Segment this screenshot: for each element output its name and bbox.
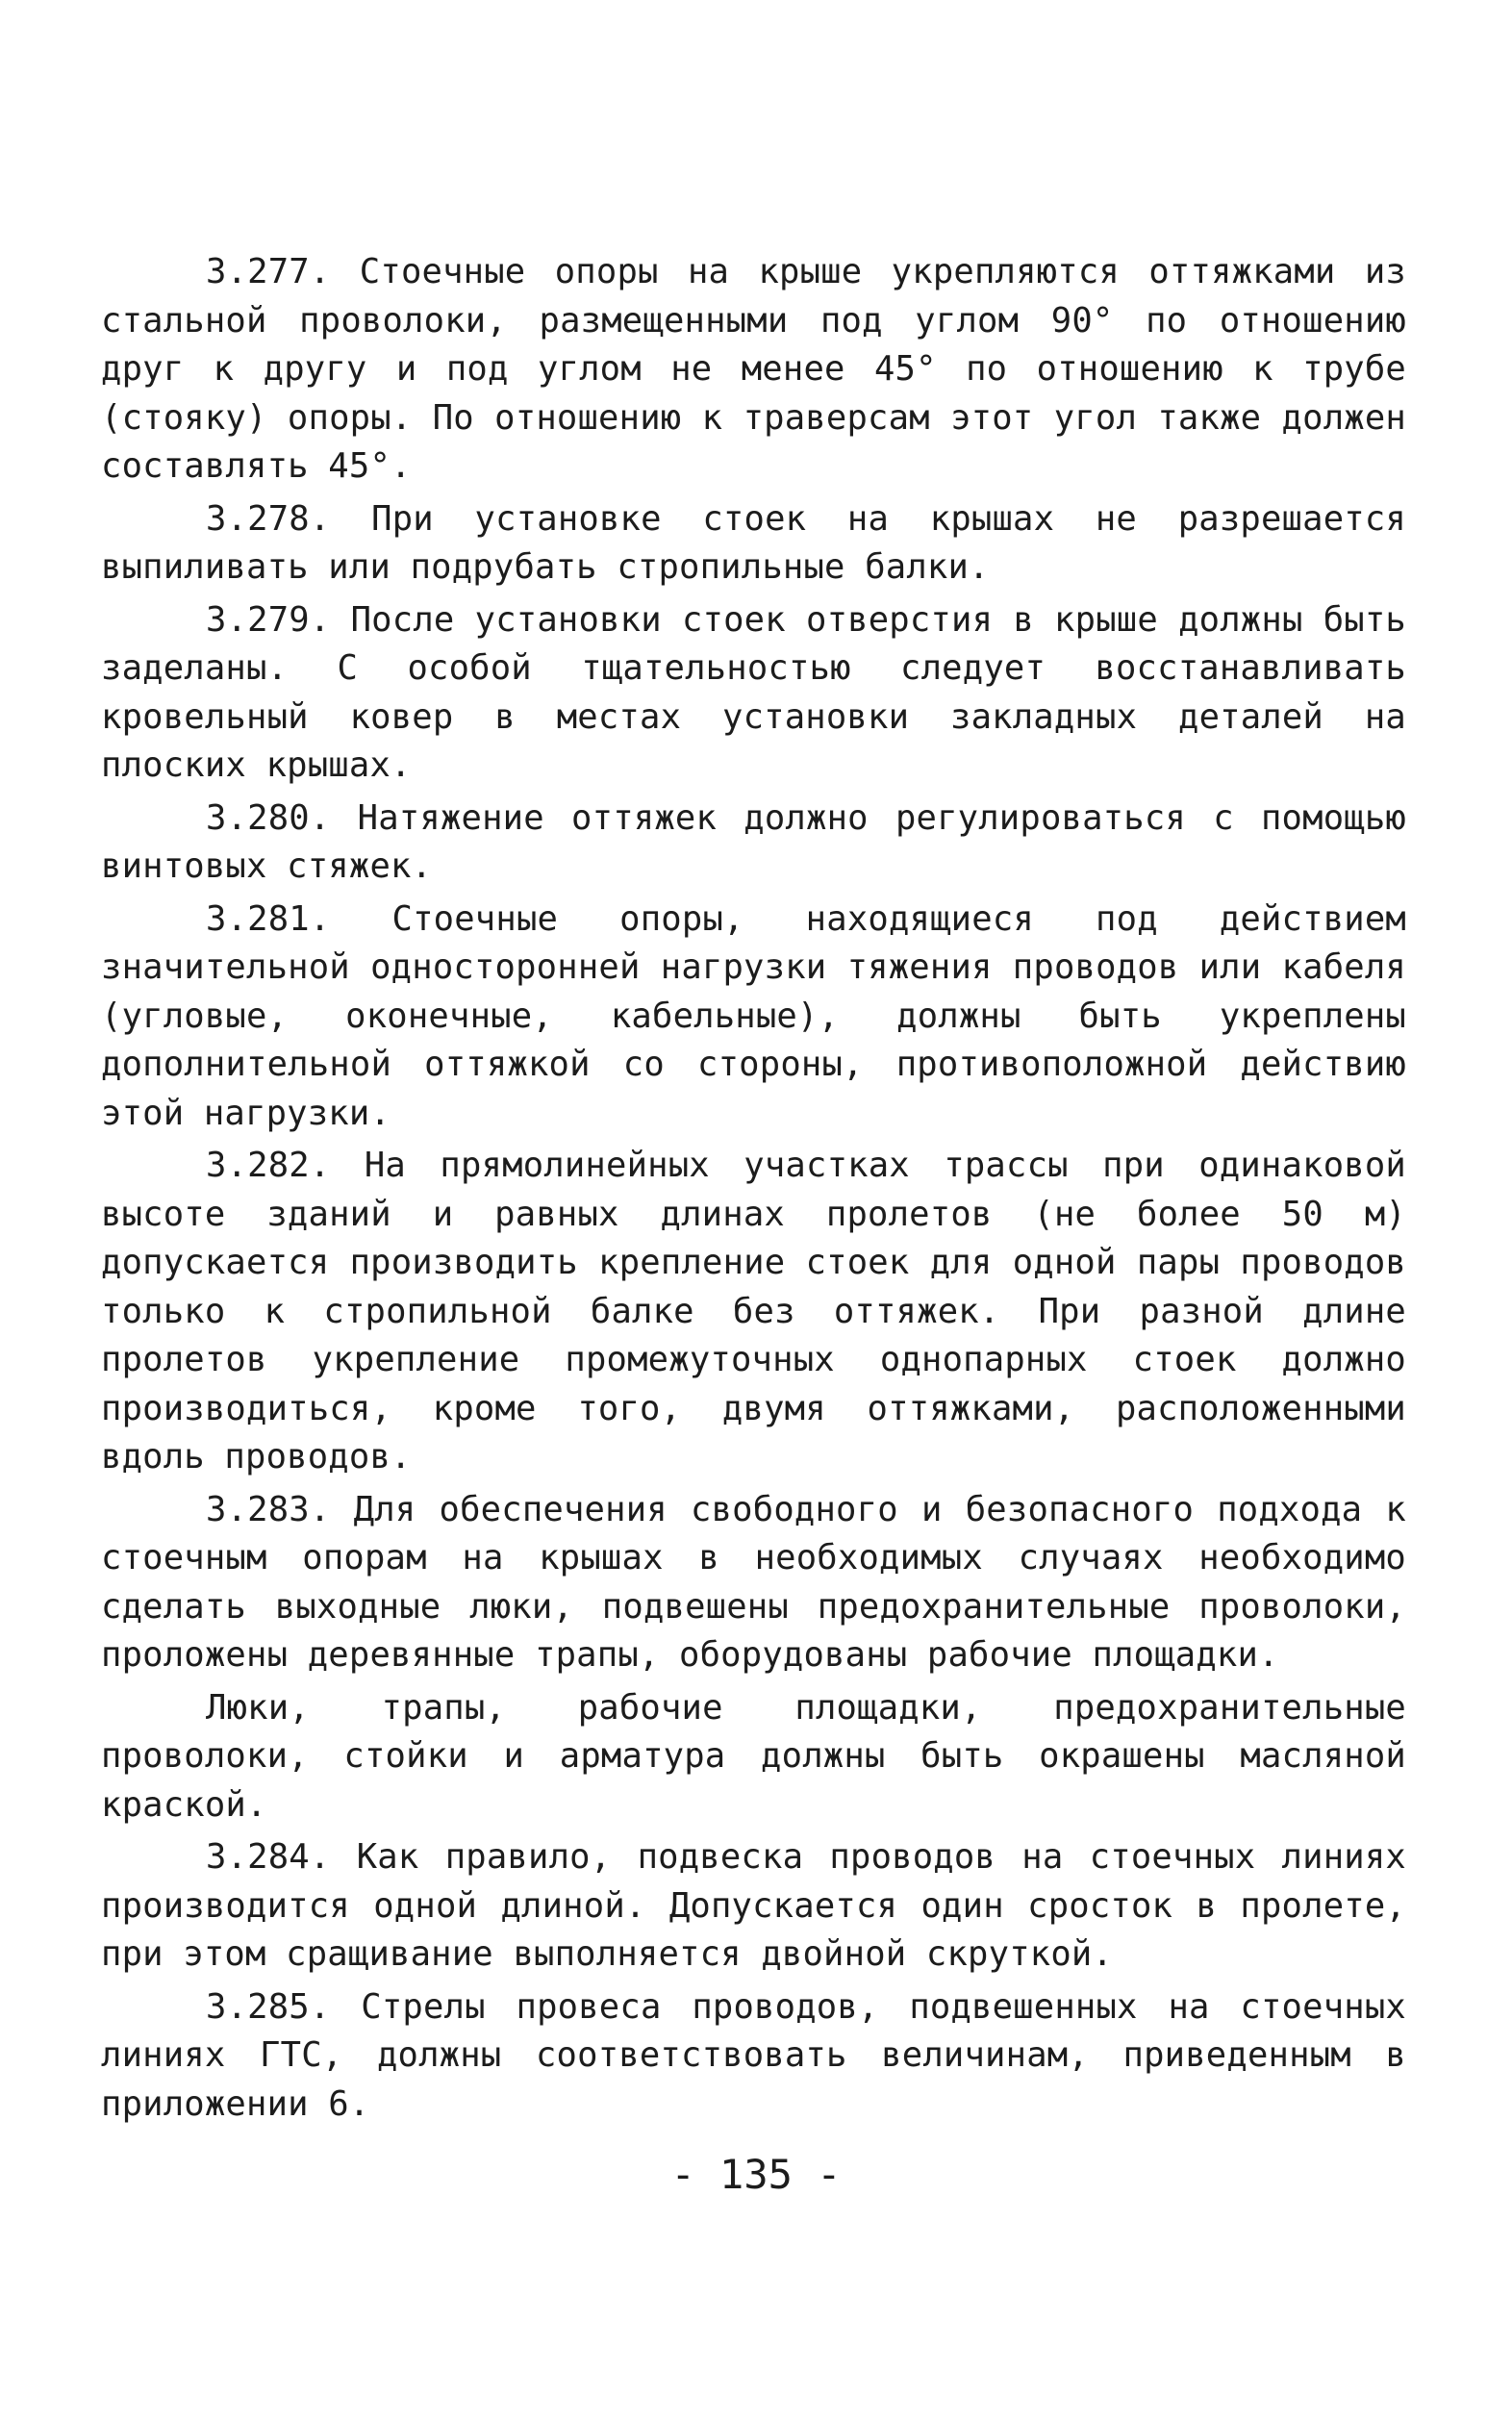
paragraph-3-285: 3.285. Стрелы провеса проводов, подвешенных на стоечных линиях ГТС, должны соответствовать величинам, приведенным в приложении 6.: [101, 1986, 1406, 2124]
paragraph-3-284: 3.284. Как правило, подвеска проводов на стоечных линиях производится одной длиной. Допускается один сросток в пролете, при этом сращивание выполняется двойной скруткой.: [101, 1837, 1406, 1974]
paragraph-3-281: 3.281. Стоечные опоры, находящиеся под действием значительной односторонней нагрузки тяжения проводов или кабеля (угловые, оконечные, кабельные), должны быть укреплены дополнительной оттяжкой со стороны, противоположной действию этой нагрузки.: [101, 898, 1406, 1133]
paragraph-3-278: 3.278. При установке стоек на крышах не разрешается выпиливать или подрубать стропильные балки.: [101, 498, 1406, 587]
paragraph-3-279: 3.279. После установки стоек отверстия в крыше должны быть заделаны. С особой тщательностью следует восстанавливать кровельный ковер в местах установки закладных деталей на плоских крышах.: [101, 599, 1406, 785]
paragraph-3-283: 3.283. Для обеспечения свободного и безопасного подхода к стоечным опорам на крышах в необходимых случаях необходимо сделать выходные люки, подвешены предохранительные проволоки, проложены деревянные трапы, оборудованы рабочие площадки.: [101, 1489, 1406, 1675]
page-number: - 135 -: [670, 2151, 842, 2198]
paragraph-3-282: 3.282. На прямолинейных участках трассы при одинаковой высоте зданий и равных длинах пролетов (не более 50 м) допускается производить крепление стоек для одной пары проводов только к стропильной балке без оттяжек. При разной длине пролетов укрепление промежуточных однопарных стоек должно производиться, кроме того, двумя оттяжками, расположенными вдоль проводов.: [101, 1146, 1406, 1477]
paragraph-3-277: 3.277. Стоечные опоры на крыше укрепляются оттяжками из стальной проволоки, размещенными под углом 90° по отношению друг к другу и под углом не менее 45° по отношению к трубе (стояку) опоры. По отношению к траверсам этот угол также должен составлять 45°.: [101, 252, 1406, 486]
paragraph-3-283-continued: Люки, трапы, рабочие площадки, предохранительные проволоки, стойки и арматура должны быть окрашены масляной краской.: [101, 1687, 1406, 1825]
paragraph-3-280: 3.280. Натяжение оттяжек должно регулироваться с помощью винтовых стяжек.: [101, 797, 1406, 886]
